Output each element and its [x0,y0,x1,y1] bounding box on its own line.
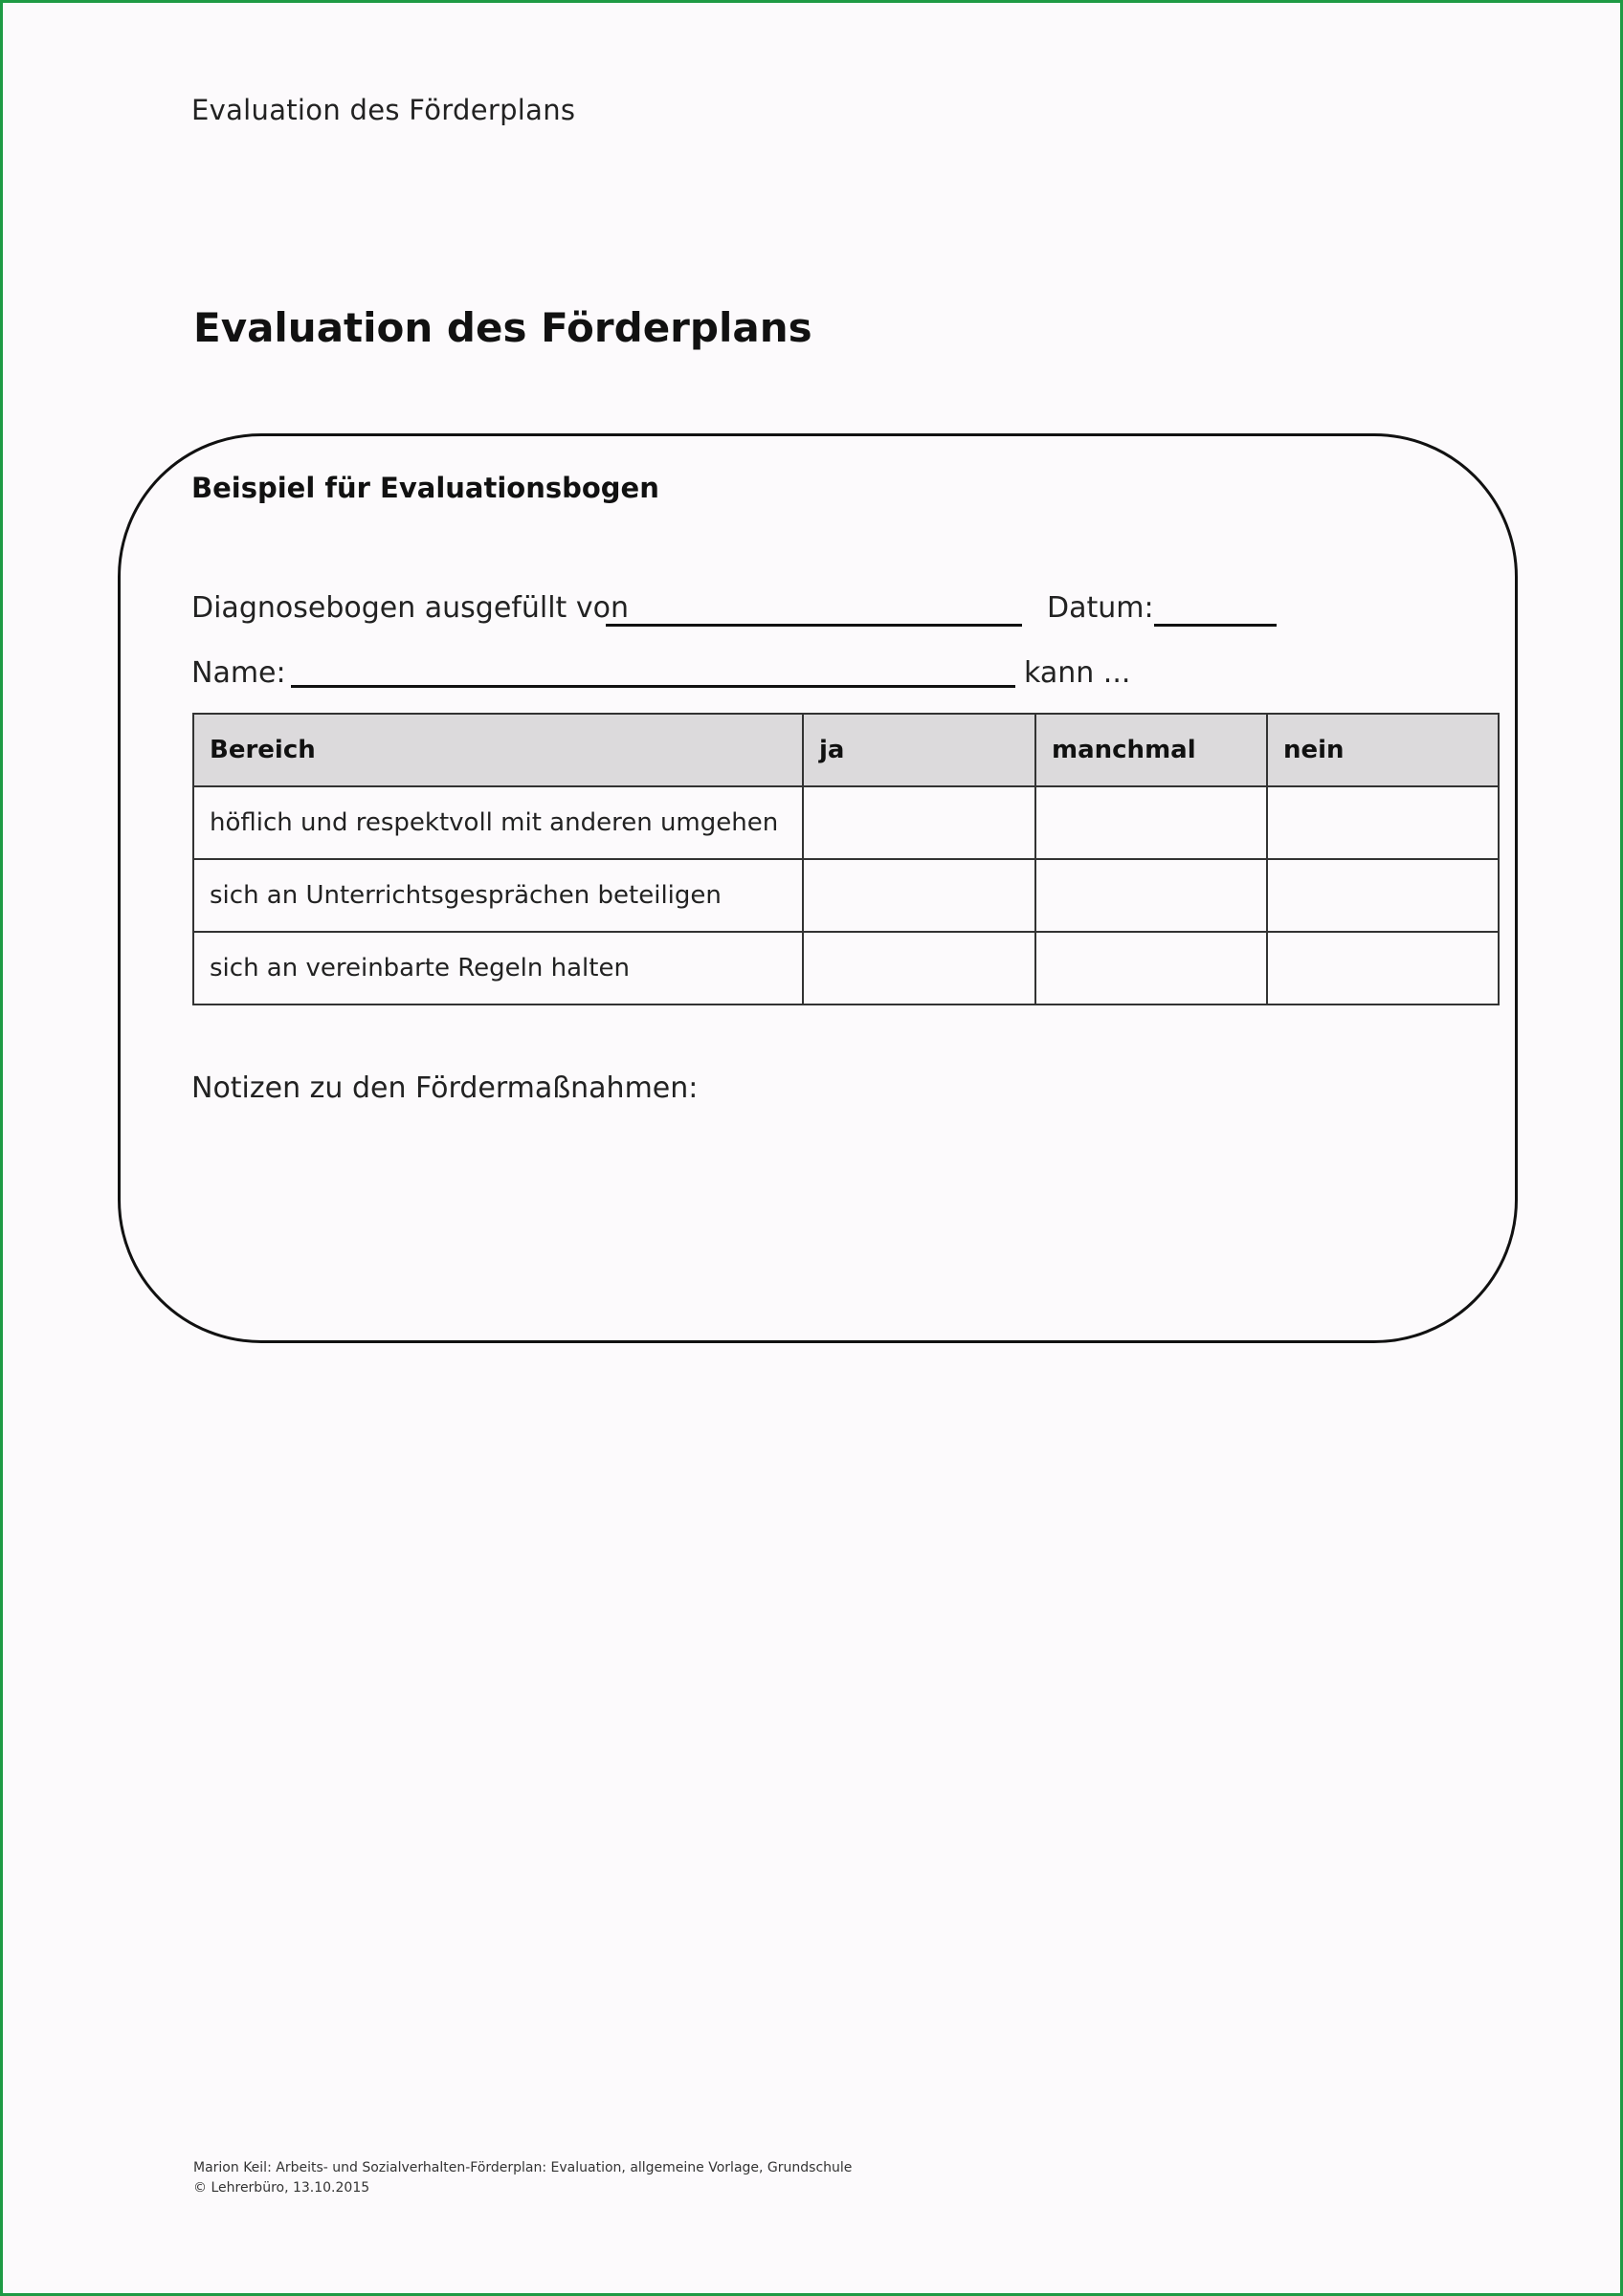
nein-cell[interactable] [1267,859,1499,932]
date-field[interactable] [1154,624,1277,627]
date-label: Datum: [1047,591,1154,625]
table-row [193,786,1499,859]
card-title: Beispiel für Evaluationsbogen [191,472,659,504]
row-label: sich an vereinbarte Regeln halten [193,932,803,1004]
footer-source: Marion Keil: Arbeits- und Sozialverhalten-Förderplan: Evaluation, allgemeine Vorlage, Grundschule [193,2160,853,2175]
manchmal-cell[interactable] [1035,932,1267,1004]
page-title: Evaluation des Förderplans [193,304,812,351]
ja-cell[interactable] [803,932,1035,1004]
nein-cell[interactable] [1267,932,1499,1004]
kann-label: kann ... [1024,656,1131,690]
manchmal-cell[interactable] [1035,859,1267,932]
filled-by-field[interactable] [606,624,1022,627]
ja-cell[interactable] [803,786,1035,859]
filled-by-label: Diagnosebogen ausgefüllt von [191,591,629,625]
footer [193,2158,852,2198]
column-header-nein: nein [1267,714,1499,786]
ja-cell[interactable] [803,859,1035,932]
table-row [193,932,1499,1004]
table-row [193,859,1499,932]
nein-cell[interactable] [1267,786,1499,859]
column-header-ja: ja [803,714,1035,786]
column-header-manchmal: manchmal [1035,714,1267,786]
running-header: Evaluation des Förderplans [191,94,576,126]
evaluation-table [192,713,1500,1005]
row-label: höflich und respektvoll mit anderen umgehen [193,786,803,859]
footer-copyright: © Lehrerbüro, 13.10.2015 [193,2180,370,2196]
column-header-bereich: Bereich [193,714,803,786]
table-header-row [193,714,1499,786]
row-label: sich an Unterrichtsgesprächen beteiligen [193,859,803,932]
name-label: Name: [191,656,286,690]
notes-label: Notizen zu den Fördermaßnahmen: [191,1071,699,1105]
manchmal-cell[interactable] [1035,786,1267,859]
name-field[interactable] [291,685,1015,688]
